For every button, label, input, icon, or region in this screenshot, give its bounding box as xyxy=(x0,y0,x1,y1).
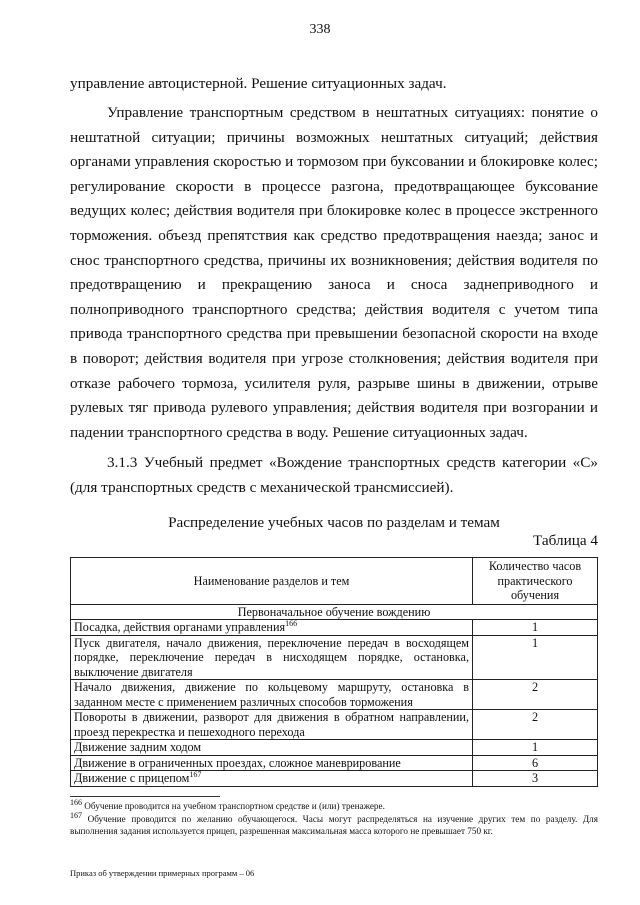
topic-name-cell xyxy=(71,740,473,756)
bottom-note: Приказ об утверждении примерных программ – 06 xyxy=(70,868,255,878)
topic-name: Движение задним ходом xyxy=(74,740,202,754)
table-row xyxy=(71,620,598,636)
topic-name-cell xyxy=(71,710,473,740)
section-row xyxy=(71,604,598,620)
footnote-reference: 167 xyxy=(189,769,202,779)
paragraph-1-text: управление автоцистерной. Решение ситуационных задач. xyxy=(70,75,447,92)
footnote-number: 166 xyxy=(70,797,82,807)
footnote-divider xyxy=(70,796,220,797)
hours-cell: 1 xyxy=(473,620,598,636)
paragraph-subject-heading xyxy=(70,451,598,500)
section-title-cell: Первоначальное обучение вождению xyxy=(71,604,598,620)
hours-cell: 2 xyxy=(473,680,598,710)
page-number: 338 xyxy=(309,22,331,37)
table-row xyxy=(71,680,598,710)
footnote-number: 167 xyxy=(70,810,82,820)
topic-name-cell xyxy=(71,680,473,710)
topic-name: Начало движения, движение по кольцевому маршруту, остановка в заданном месте с применением различных способов торможения xyxy=(74,680,469,709)
topic-name: Повороты в движении, разворот для движения в обратном направлении, проезд перекрестка и пешеходного перехода xyxy=(74,710,469,739)
table-row xyxy=(71,710,598,740)
topic-name-cell xyxy=(71,771,473,787)
hours-cell: 3 xyxy=(473,771,598,787)
topic-name: Посадка, действия органами управления xyxy=(74,620,286,634)
footnote xyxy=(70,810,598,838)
footnote-text: Обучение проводится по желанию обучающегося. Часы могут распределяться на изучение других тем по разделу. Для выполнения задания используется прицеп, разрешенная максимальная масса которого не превышает 750 кг. xyxy=(70,813,598,836)
hours-table xyxy=(70,557,598,787)
footnote-text: Обучение проводится на учебном транспортном средстве и (или) тренажере. xyxy=(82,801,385,811)
paragraph-3-text: 3.1.3 Учебный предмет «Вождение транспортных средств категории «С» (для транспортных средств с механической трансмиссией). xyxy=(70,454,598,496)
paragraph-emergency-control xyxy=(70,101,598,445)
footnote xyxy=(70,797,598,813)
hours-cell: 1 xyxy=(473,635,598,680)
table-row xyxy=(71,740,598,756)
topic-name: Движение с прицепом xyxy=(74,771,190,785)
topic-name-cell xyxy=(71,755,473,771)
table-row xyxy=(71,771,598,787)
hours-cell: 1 xyxy=(473,740,598,756)
topic-name-cell xyxy=(71,635,473,680)
table-header-row xyxy=(71,558,598,605)
header-name-cell: Наименование разделов и тем xyxy=(71,558,473,605)
table-label: Таблица 4 xyxy=(533,532,598,549)
table-row xyxy=(71,755,598,771)
hours-cell: 2 xyxy=(473,710,598,740)
table-title: Распределение учебных часов по разделам и темам xyxy=(168,514,500,531)
topic-name: Движение в ограниченных проездах, сложное маневрирование xyxy=(74,755,401,770)
topic-name: Пуск двигателя, начало движения, переключение передач в восходящем порядке, переключение передач в нисходящем порядке, остановка, выключение двигателя xyxy=(74,635,469,679)
hours-cell: 6 xyxy=(473,755,598,771)
header-hours-cell: Количество часов практического обучения xyxy=(473,558,598,605)
topic-name-cell xyxy=(71,620,473,636)
table-row xyxy=(71,635,598,680)
footnote-reference: 166 xyxy=(285,618,298,628)
footnotes xyxy=(70,797,598,838)
paragraph-continuation xyxy=(70,72,598,97)
paragraph-2-text: Управление транспортным средством в нештатных ситуациях: понятие о нештатной ситуации; причины возможных нештатных ситуаций; действия органами управления скоростью и тормозом при буксовании и блокировке колес; регулирование скорости в процессе разгона, предотвращающее буксование ведущих колес; действия водителя при блокировке колес в процессе экстренного торможения. объезд препятствия как средство предотвращения наезда; занос и снос транспортного средства, причины их возникновения; действия водителя по предотвращению и прекращению заноса и сноса заднеприводного и полноприводного транспортного средства; действия водителя с учетом типа привода транспортного средства при превышении безопасной скорости на входе в поворот; действия водителя при угрозе столкновения; действия водителя при отказе рабочего тормоза, усилителя руля, разрыве шины в движении, отрыве рулевых тяг привода рулевого управления; действия водителя при возгорании и падении транспортного средства в воду. Решение ситуационных задач. xyxy=(70,104,598,441)
